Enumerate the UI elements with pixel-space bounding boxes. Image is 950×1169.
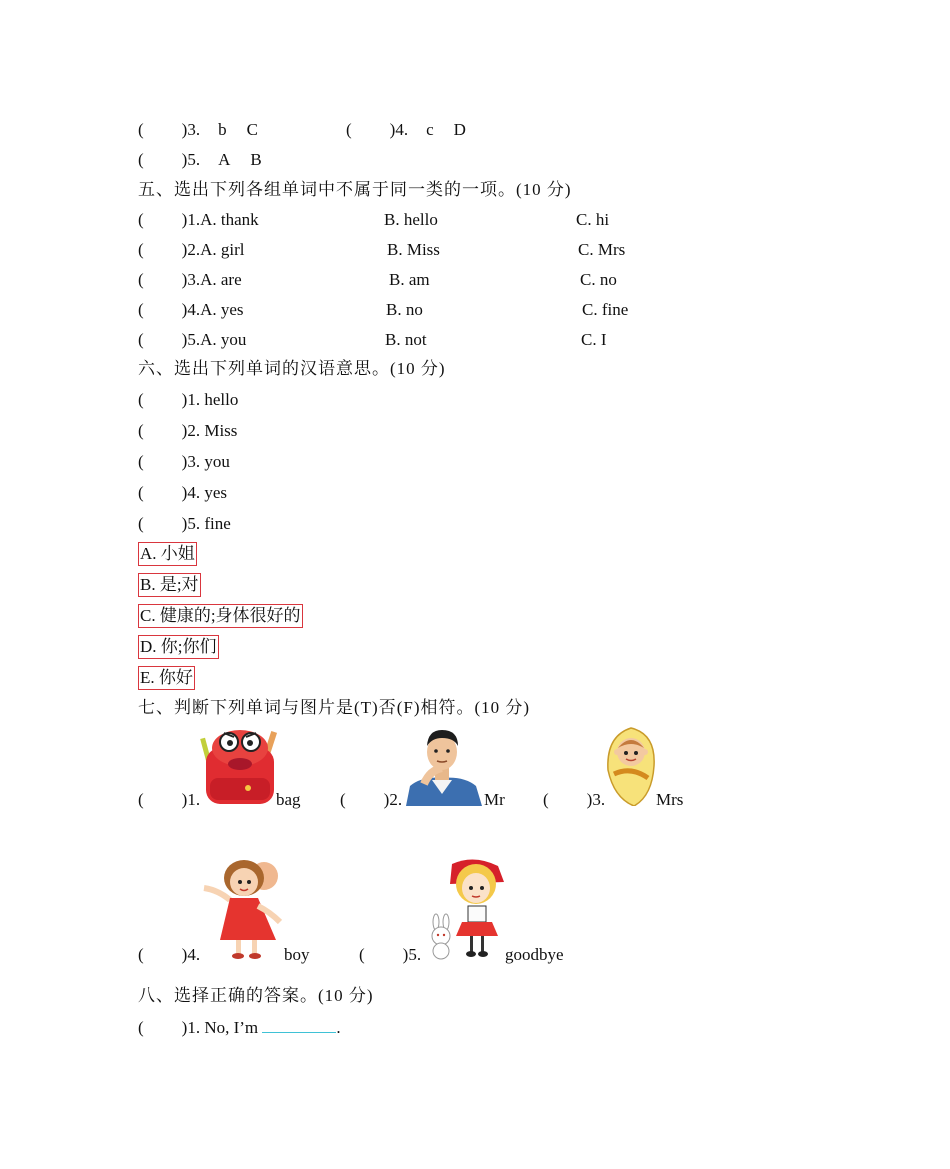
s6-item-5: ( )5. fine	[138, 514, 231, 533]
s7-item-3: ( )3.	[543, 790, 606, 809]
s5-item-1-b: B. hello	[384, 210, 438, 229]
s5-item-1: ( )1.A. thank	[138, 210, 259, 229]
s8-item-1: ( )1. No, I’m .	[138, 1014, 341, 1038]
s5-item-3-b: B. am	[389, 270, 430, 289]
s5-item-5-b: B. not	[385, 330, 427, 349]
man-picture	[402, 724, 484, 806]
s7-item-4-word: boy	[284, 945, 310, 964]
s7-item-1-word: bag	[276, 790, 301, 809]
s5-item-4: ( )4.A. yes	[138, 300, 244, 319]
baby-picture	[604, 726, 658, 806]
section8-title: 八、选择正确的答案。(10 分)	[138, 986, 374, 1005]
s5-item-3: ( )3.A. are	[138, 270, 242, 289]
s5-item-3-c: C. no	[580, 270, 617, 289]
s6-option-d: D. 你;你们	[138, 635, 219, 659]
s7-item-5-word: goodbye	[505, 945, 564, 964]
s7-item-1: ( )1.	[138, 790, 201, 809]
s6-option-e: E. 你好	[138, 666, 195, 690]
s5-item-5: ( )5.A. you	[138, 330, 247, 349]
section7-title: 七、判断下列单词与图片是(T)否(F)相符。(10 分)	[138, 698, 531, 717]
s5-item-4-b: B. no	[386, 300, 423, 319]
s6-option-a: A. 小姐	[138, 542, 197, 566]
s7-item-4: ( )4.	[138, 945, 201, 964]
s4-item-5: ( )5. A B	[138, 150, 262, 169]
s5-item-5-c: C. I	[581, 330, 607, 349]
s5-item-4-c: C. fine	[582, 300, 629, 319]
girl-running-picture	[200, 856, 288, 960]
s5-item-2-c: C. Mrs	[578, 240, 626, 259]
s4-item-4: ( )4. c D	[346, 120, 466, 139]
s6-item-2: ( )2. Miss	[138, 421, 238, 440]
s7-item-5: ( )5.	[359, 945, 422, 964]
s5-item-1-c: C. hi	[576, 210, 610, 229]
s5-item-2-b: B. Miss	[387, 240, 440, 259]
s6-item-4: ( )4. yes	[138, 483, 227, 502]
s5-item-2: ( )2.A. girl	[138, 240, 245, 259]
section5-title: 五、选出下列各组单词中不属于同一类的一项。(10 分)	[138, 180, 572, 199]
s6-option-b: B. 是;对	[138, 573, 201, 597]
s7-item-2-word: Mr	[484, 790, 505, 809]
s7-item-2: ( )2.	[340, 790, 403, 809]
s6-option-c: C. 健康的;身体很好的	[138, 604, 303, 628]
s6-item-1: ( )1. hello	[138, 390, 239, 409]
section6-title: 六、选出下列单词的汉语意思。(10 分)	[138, 359, 446, 378]
red-schoolbag-picture	[200, 726, 280, 806]
s7-item-3-word: Mrs	[656, 790, 684, 809]
s4-row-3-4: ( )3. b C	[138, 120, 258, 139]
answer-blank[interactable]	[262, 1014, 336, 1033]
s6-item-3: ( )3. you	[138, 452, 230, 471]
girl-with-rabbit-picture	[424, 856, 508, 962]
